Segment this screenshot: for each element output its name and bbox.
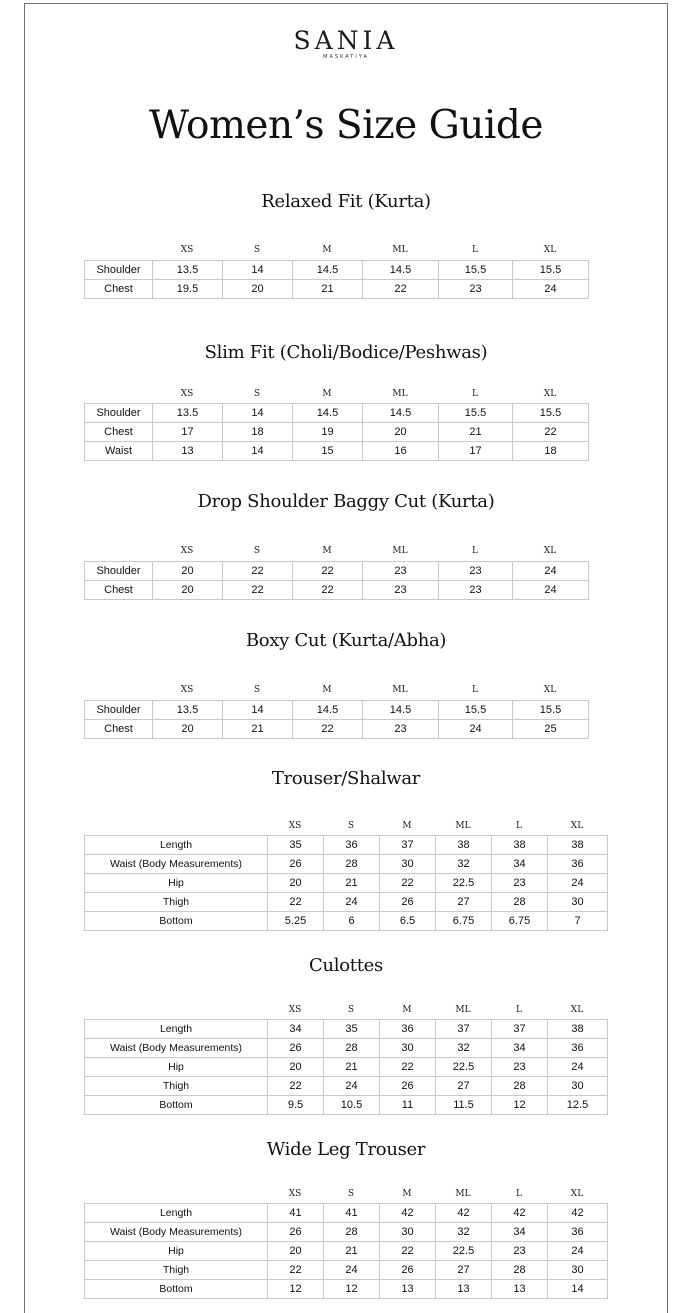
size-header-xl: XL: [543, 389, 557, 399]
size-value-cell: 19: [293, 423, 363, 442]
size-value-cell: 20: [223, 280, 293, 299]
row-label: Hip: [85, 1058, 268, 1077]
size-value-cell: 24: [324, 893, 380, 912]
size-value-cell: 14: [223, 404, 293, 423]
size-table: [84, 260, 589, 299]
size-value-cell: 30: [380, 1223, 436, 1242]
size-header-s: S: [253, 245, 261, 255]
size-header-s: S: [253, 546, 261, 556]
size-header-s: S: [253, 389, 261, 399]
row-label: Waist (Body Measurements): [85, 1039, 268, 1058]
size-value-cell: 24: [324, 1261, 380, 1280]
size-value-cell: 36: [324, 836, 380, 855]
size-value-cell: 20: [153, 562, 223, 581]
size-header-s: S: [347, 1005, 355, 1015]
table-row: [85, 701, 589, 720]
size-value-cell: 36: [548, 1039, 608, 1058]
size-value-cell: 15.5: [439, 404, 513, 423]
size-header-xs: XS: [180, 546, 194, 556]
size-value-cell: 15.5: [513, 261, 589, 280]
size-value-cell: 34: [268, 1020, 324, 1039]
row-label: Waist: [85, 442, 153, 461]
size-value-cell: 26: [380, 893, 436, 912]
size-value-cell: 23: [439, 562, 513, 581]
table-row: [85, 442, 589, 461]
size-value-cell: 14: [223, 701, 293, 720]
section-title: Slim Fit (Choli/Bodice/Peshwas): [204, 342, 488, 363]
size-value-cell: 15: [293, 442, 363, 461]
size-value-cell: 32: [436, 1039, 492, 1058]
size-value-cell: 34: [492, 1223, 548, 1242]
section-title: Wide Leg Trouser: [266, 1139, 426, 1160]
row-label: Hip: [85, 874, 268, 893]
table-row: [85, 1242, 608, 1261]
size-value-cell: 13: [492, 1280, 548, 1299]
table-row: [85, 404, 589, 423]
size-value-cell: 20: [363, 423, 439, 442]
size-header-ml: ML: [455, 1189, 471, 1199]
row-label: Chest: [85, 423, 153, 442]
row-label: Length: [85, 1020, 268, 1039]
size-value-cell: 14: [223, 261, 293, 280]
size-value-cell: 36: [548, 1223, 608, 1242]
brand-subname: MASKATIYA: [323, 54, 369, 60]
size-header-s: S: [347, 1189, 355, 1199]
size-value-cell: 15.5: [439, 261, 513, 280]
size-value-cell: 36: [548, 855, 608, 874]
size-value-cell: 28: [324, 1039, 380, 1058]
size-value-cell: 26: [268, 1223, 324, 1242]
size-value-cell: 21: [324, 1058, 380, 1077]
page-title: Women’s Size Guide: [149, 103, 543, 148]
table-row: [85, 893, 608, 912]
size-value-cell: 19.5: [153, 280, 223, 299]
size-value-cell: 26: [380, 1077, 436, 1096]
size-value-cell: 22: [293, 581, 363, 600]
size-value-cell: 22: [513, 423, 589, 442]
size-value-cell: 28: [492, 1077, 548, 1096]
size-header-xs: XS: [288, 1005, 302, 1015]
row-label: Chest: [85, 720, 153, 739]
size-value-cell: 24: [548, 1242, 608, 1261]
row-label: Chest: [85, 581, 153, 600]
size-value-cell: 24: [439, 720, 513, 739]
size-value-cell: 32: [436, 855, 492, 874]
row-label: Waist (Body Measurements): [85, 1223, 268, 1242]
size-value-cell: 6.75: [492, 912, 548, 931]
size-value-cell: 32: [436, 1223, 492, 1242]
size-value-cell: 24: [513, 280, 589, 299]
size-value-cell: 23: [492, 1058, 548, 1077]
size-header-l: L: [516, 1189, 522, 1199]
size-value-cell: 14: [223, 442, 293, 461]
table-row: [85, 581, 589, 600]
size-value-cell: 14.5: [293, 404, 363, 423]
size-value-cell: 13: [436, 1280, 492, 1299]
size-header-ml: ML: [392, 245, 408, 255]
size-value-cell: 15.5: [439, 701, 513, 720]
size-value-cell: 28: [492, 893, 548, 912]
size-value-cell: 22: [268, 1077, 324, 1096]
size-value-cell: 14.5: [293, 701, 363, 720]
size-value-cell: 23: [439, 280, 513, 299]
size-value-cell: 18: [513, 442, 589, 461]
size-table: [84, 835, 608, 931]
size-value-cell: 23: [363, 562, 439, 581]
size-value-cell: 21: [324, 874, 380, 893]
table-row: [85, 855, 608, 874]
size-header-m: M: [402, 1189, 412, 1199]
size-value-cell: 10.5: [324, 1096, 380, 1115]
section-title: Drop Shoulder Baggy Cut (Kurta): [197, 491, 495, 512]
table-row: [85, 1096, 608, 1115]
size-value-cell: 11.5: [436, 1096, 492, 1115]
size-value-cell: 14.5: [363, 701, 439, 720]
row-label: Thigh: [85, 893, 268, 912]
size-value-cell: 28: [324, 1223, 380, 1242]
section-title: Trouser/Shalwar: [271, 768, 421, 789]
size-header-s: S: [253, 685, 261, 695]
size-header-m: M: [322, 546, 332, 556]
size-value-cell: 20: [268, 1058, 324, 1077]
size-value-cell: 23: [363, 720, 439, 739]
size-value-cell: 11: [380, 1096, 436, 1115]
size-value-cell: 28: [324, 855, 380, 874]
size-value-cell: 22: [380, 874, 436, 893]
size-value-cell: 22: [268, 1261, 324, 1280]
row-label: Bottom: [85, 1280, 268, 1299]
size-value-cell: 20: [153, 720, 223, 739]
brand-logo: [25, 26, 667, 60]
size-header-m: M: [402, 821, 412, 831]
size-header-m: M: [322, 389, 332, 399]
size-value-cell: 37: [492, 1020, 548, 1039]
size-header-xs: XS: [288, 821, 302, 831]
size-value-cell: 38: [548, 1020, 608, 1039]
size-value-cell: 22: [380, 1058, 436, 1077]
size-value-cell: 23: [492, 1242, 548, 1261]
size-value-cell: 23: [492, 874, 548, 893]
brand-name: SANIA: [293, 26, 399, 55]
size-value-cell: 6.75: [436, 912, 492, 931]
table-row: [85, 261, 589, 280]
table-row: [85, 836, 608, 855]
size-header-xl: XL: [570, 1005, 584, 1015]
section-title: Culottes: [309, 955, 383, 976]
table-row: [85, 1280, 608, 1299]
size-value-cell: 21: [439, 423, 513, 442]
row-label: Thigh: [85, 1077, 268, 1096]
table-row: [85, 1223, 608, 1242]
table-row: [85, 1204, 608, 1223]
table-row: [85, 1077, 608, 1096]
size-value-cell: 13.5: [153, 261, 223, 280]
size-value-cell: 12: [492, 1096, 548, 1115]
row-label: Bottom: [85, 1096, 268, 1115]
section-title: Relaxed Fit (Kurta): [261, 191, 431, 212]
row-label: Length: [85, 836, 268, 855]
size-header-ml: ML: [455, 821, 471, 831]
size-value-cell: 27: [436, 1261, 492, 1280]
size-header-m: M: [402, 1005, 412, 1015]
size-header-ml: ML: [392, 685, 408, 695]
table-row: [85, 1261, 608, 1280]
size-header-l: L: [472, 546, 478, 556]
size-value-cell: 37: [436, 1020, 492, 1039]
size-header-xl: XL: [570, 821, 584, 831]
size-value-cell: 22: [223, 562, 293, 581]
size-header-xs: XS: [288, 1189, 302, 1199]
size-value-cell: 14.5: [363, 404, 439, 423]
size-header-m: M: [322, 245, 332, 255]
size-value-cell: 22.5: [436, 1058, 492, 1077]
size-header-xs: XS: [180, 245, 194, 255]
size-header-m: M: [322, 685, 332, 695]
size-table: [84, 1019, 608, 1115]
size-header-l: L: [472, 389, 478, 399]
size-value-cell: 35: [268, 836, 324, 855]
size-value-cell: 22: [293, 720, 363, 739]
size-header-l: L: [472, 245, 478, 255]
size-value-cell: 12: [324, 1280, 380, 1299]
size-value-cell: 14.5: [293, 261, 363, 280]
size-value-cell: 13.5: [153, 404, 223, 423]
size-value-cell: 21: [324, 1242, 380, 1261]
size-value-cell: 22: [363, 280, 439, 299]
size-value-cell: 13: [153, 442, 223, 461]
size-header-xl: XL: [543, 245, 557, 255]
size-table: [84, 561, 589, 600]
size-header-ml: ML: [392, 389, 408, 399]
row-label: Shoulder: [85, 701, 153, 720]
size-table: [84, 700, 589, 739]
size-value-cell: 24: [548, 874, 608, 893]
size-value-cell: 6: [324, 912, 380, 931]
size-value-cell: 27: [436, 1077, 492, 1096]
size-value-cell: 18: [223, 423, 293, 442]
size-value-cell: 41: [268, 1204, 324, 1223]
size-value-cell: 34: [492, 855, 548, 874]
size-value-cell: 23: [439, 581, 513, 600]
size-value-cell: 14.5: [363, 261, 439, 280]
size-value-cell: 26: [380, 1261, 436, 1280]
size-value-cell: 9.5: [268, 1096, 324, 1115]
table-row: [85, 720, 589, 739]
row-label: Shoulder: [85, 562, 153, 581]
size-header-l: L: [516, 821, 522, 831]
size-value-cell: 24: [513, 581, 589, 600]
size-value-cell: 16: [363, 442, 439, 461]
size-value-cell: 42: [436, 1204, 492, 1223]
row-label: Hip: [85, 1242, 268, 1261]
size-value-cell: 22: [268, 893, 324, 912]
size-value-cell: 22.5: [436, 874, 492, 893]
size-value-cell: 36: [380, 1020, 436, 1039]
size-value-cell: 30: [380, 855, 436, 874]
size-header-s: S: [347, 821, 355, 831]
size-header-xs: XS: [180, 389, 194, 399]
size-value-cell: 24: [513, 562, 589, 581]
size-header-l: L: [472, 685, 478, 695]
row-label: Waist (Body Measurements): [85, 855, 268, 874]
size-value-cell: 6.5: [380, 912, 436, 931]
row-label: Shoulder: [85, 404, 153, 423]
size-value-cell: 30: [380, 1039, 436, 1058]
size-value-cell: 5.25: [268, 912, 324, 931]
size-header-xs: XS: [180, 685, 194, 695]
size-value-cell: 42: [492, 1204, 548, 1223]
size-value-cell: 25: [513, 720, 589, 739]
size-table: [84, 1203, 608, 1299]
table-row: [85, 280, 589, 299]
size-value-cell: 14: [548, 1280, 608, 1299]
size-value-cell: 13: [380, 1280, 436, 1299]
size-value-cell: 21: [223, 720, 293, 739]
table-row: [85, 1020, 608, 1039]
size-header-l: L: [516, 1005, 522, 1015]
size-guide-page: [24, 3, 668, 1313]
size-value-cell: 22: [380, 1242, 436, 1261]
size-header-ml: ML: [392, 546, 408, 556]
size-value-cell: 42: [380, 1204, 436, 1223]
size-value-cell: 38: [548, 836, 608, 855]
size-value-cell: 26: [268, 1039, 324, 1058]
size-value-cell: 15.5: [513, 701, 589, 720]
table-row: [85, 874, 608, 893]
size-value-cell: 22: [223, 581, 293, 600]
size-value-cell: 22.5: [436, 1242, 492, 1261]
size-value-cell: 24: [324, 1077, 380, 1096]
size-value-cell: 24: [548, 1058, 608, 1077]
size-value-cell: 20: [268, 1242, 324, 1261]
row-label: Chest: [85, 280, 153, 299]
size-value-cell: 23: [363, 581, 439, 600]
row-label: Shoulder: [85, 261, 153, 280]
size-table: [84, 403, 589, 461]
size-value-cell: 30: [548, 1077, 608, 1096]
table-row: [85, 1058, 608, 1077]
size-value-cell: 38: [436, 836, 492, 855]
size-value-cell: 27: [436, 893, 492, 912]
size-value-cell: 38: [492, 836, 548, 855]
size-value-cell: 35: [324, 1020, 380, 1039]
size-value-cell: 17: [439, 442, 513, 461]
size-header-xl: XL: [543, 546, 557, 556]
size-value-cell: 12: [268, 1280, 324, 1299]
row-label: Length: [85, 1204, 268, 1223]
table-row: [85, 562, 589, 581]
size-value-cell: 37: [380, 836, 436, 855]
size-value-cell: 34: [492, 1039, 548, 1058]
size-value-cell: 42: [548, 1204, 608, 1223]
size-value-cell: 7: [548, 912, 608, 931]
table-row: [85, 912, 608, 931]
row-label: Thigh: [85, 1261, 268, 1280]
size-value-cell: 21: [293, 280, 363, 299]
size-value-cell: 17: [153, 423, 223, 442]
size-value-cell: 28: [492, 1261, 548, 1280]
section-title: Boxy Cut (Kurta/Abha): [245, 630, 447, 651]
size-header-xl: XL: [543, 685, 557, 695]
size-header-ml: ML: [455, 1005, 471, 1015]
size-header-xl: XL: [570, 1189, 584, 1199]
size-value-cell: 13.5: [153, 701, 223, 720]
size-value-cell: 30: [548, 893, 608, 912]
size-value-cell: 20: [268, 874, 324, 893]
size-value-cell: 30: [548, 1261, 608, 1280]
table-row: [85, 423, 589, 442]
size-value-cell: 15.5: [513, 404, 589, 423]
row-label: Bottom: [85, 912, 268, 931]
size-value-cell: 20: [153, 581, 223, 600]
size-value-cell: 12.5: [548, 1096, 608, 1115]
size-value-cell: 41: [324, 1204, 380, 1223]
table-row: [85, 1039, 608, 1058]
size-value-cell: 22: [293, 562, 363, 581]
size-value-cell: 26: [268, 855, 324, 874]
